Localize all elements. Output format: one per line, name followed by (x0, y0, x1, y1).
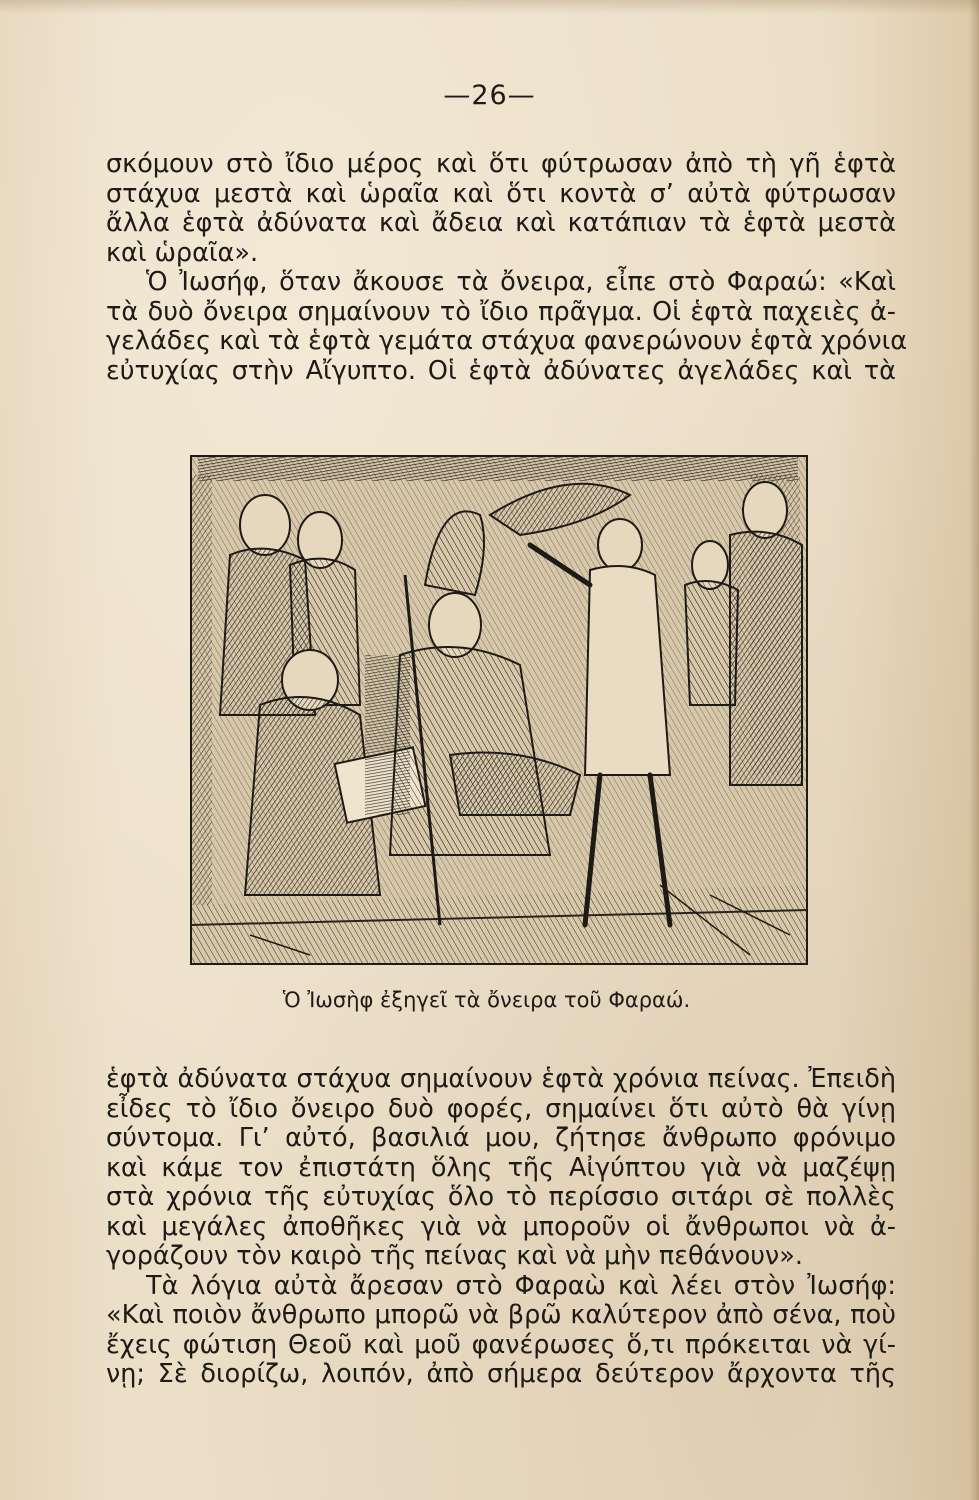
engraving-illustration (190, 455, 808, 965)
illustration-caption (0, 988, 979, 1012)
paragraph (106, 150, 896, 268)
page-number: —26— (443, 80, 536, 111)
text-line: ἑφτὰ ἀδύνατα στάχυα σημαίνουν ἑφτὰ χρόνια πείνας. Ἐπειδὴ (106, 1064, 896, 1094)
text-line: ἔχεις φώτιση Θεοῦ καὶ μοῦ φανέρωσες ὅ,τι πρόκειται νὰ γί- (106, 1329, 896, 1360)
text-line: «Καὶ ποιὸν ἄνθρωπο μπορῶ νὰ βρῶ καλύτερον ἀπὸ σένα, ποὺ (106, 1300, 896, 1330)
top-text-block (106, 149, 908, 386)
paragraph (106, 1065, 896, 1272)
page-edge-shadow-top (0, 0, 979, 14)
text-line: στάχυα μεστὰ καὶ ὡραῖα καὶ ὅτι κοντὰ σ’ αὐτὰ φύτρωσαν (106, 178, 896, 209)
text-line: εὐτυχίας στὴν Αἴγυπτο. Οἱ ἑφτὰ ἀδύνατες ἀγελάδες καὶ τὰ (106, 355, 896, 386)
text-line: Ὁ Ἰωσήφ, ὅταν ἄκουσε τὰ ὄνειρα, εἶπε στὸ Φαραώ: «Καὶ (146, 267, 896, 297)
bottom-text-block (106, 1065, 896, 1390)
page-edge-shadow-right (969, 0, 979, 1500)
text-line: σκόμουν στὸ ἴδιο μέρος καὶ ὅτι φύτρωσαν ἀπὸ τὴ γῆ ἑφτὰ (106, 149, 896, 179)
text-line: γοράζουν τὸν καιρὸ τῆς πείνας καὶ νὰ μὴν πεθάνουν». (106, 1241, 803, 1271)
paragraph (106, 267, 908, 386)
caption-text: Ὁ Ἰωσὴφ ἐξηγεῖ τὰ ὄνειρα τοῦ Φαραώ. (282, 988, 691, 1012)
text-line: τὰ δυὸ ὄνειρα σημαίνουν τὸ ἴδιο πρᾶγμα. Οἱ ἑφτὰ παχειὲς ἀ- (106, 296, 896, 327)
text-line: νῃ; Σὲ διορίζω, λοιπόν, ἀπὸ σήμερα δεύτερον ἄρχοντα τῆς (106, 1359, 896, 1389)
text-line: σύντομα. Γι’ αὐτό, βασιλιά μου, ζήτησε ἄνθρωπο φρόνιμο (106, 1123, 896, 1153)
paragraph (106, 1272, 896, 1390)
text-line: γελάδες καὶ τὰ ἑφτὰ γεμάτα στάχυα φανερώνουν ἑφτὰ χρόνια (106, 326, 908, 356)
text-line: καὶ μεγάλες ἀποθῆκες γιὰ νὰ μποροῦν οἱ ἄνθρωποι νὰ ἀ- (106, 1211, 896, 1242)
text-line: ἄλλα ἑφτὰ ἀδύνατα καὶ ἄδεια καὶ κατάπιαν τὰ ἑφτὰ μεστὰ (106, 208, 896, 238)
text-line: Τὰ λόγια αὐτὰ ἄρεσαν στὸ Φαραὼ καὶ λέει στὸν Ἰωσήφ: (146, 1270, 896, 1301)
text-line: καὶ ὡραῖα». (106, 237, 259, 268)
text-line: στὰ χρόνια τῆς εὐτυχίας ὅλο τὸ περίσσιο σιτάρι σὲ πολλὲς (106, 1182, 896, 1212)
text-line: εἶδες τὸ ἴδιο ὄνειρο δυὸ φορές, σημαίνει ὅτι αὐτὸ θὰ γίνῃ (106, 1093, 896, 1124)
text-line: καὶ κάμε τον ἐπιστάτη ὅλης τῆς Αἰγύπτου γιὰ νὰ μαζέψῃ (106, 1152, 896, 1183)
